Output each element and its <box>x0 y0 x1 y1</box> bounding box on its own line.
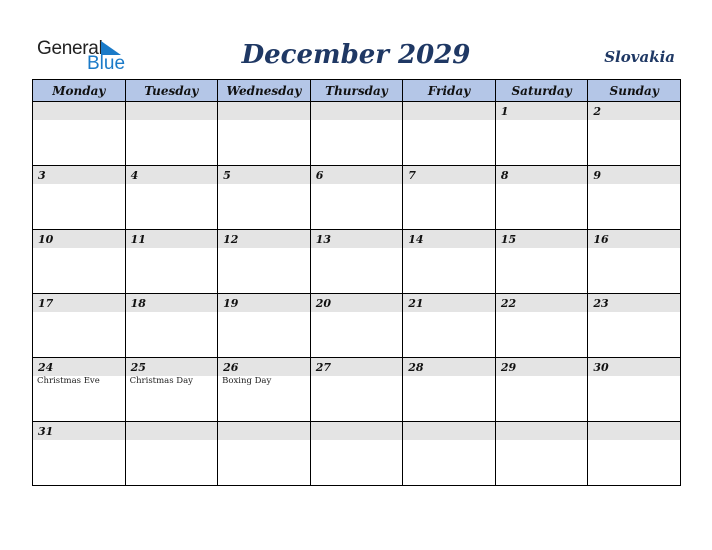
day-number: 26 <box>218 358 310 376</box>
day-cell[interactable] <box>218 166 311 230</box>
day-number: 29 <box>496 358 588 376</box>
week-row <box>33 166 681 230</box>
day-number: 10 <box>33 230 125 248</box>
day-cell[interactable] <box>125 166 218 230</box>
day-number <box>33 102 125 120</box>
weekday-header-row <box>33 80 681 102</box>
calendar-title: December 2029 <box>241 40 471 70</box>
day-cell[interactable] <box>125 102 218 166</box>
logo-text-blue: Blue <box>87 53 126 74</box>
day-number: 13 <box>311 230 403 248</box>
day-number: 8 <box>496 166 588 184</box>
day-cell[interactable] <box>495 422 588 486</box>
day-number: 23 <box>588 294 680 312</box>
day-number: 27 <box>311 358 403 376</box>
day-number <box>403 422 495 440</box>
day-number: 21 <box>403 294 495 312</box>
day-number: 31 <box>33 422 125 440</box>
day-cell[interactable] <box>403 294 496 358</box>
day-number: 4 <box>126 166 218 184</box>
week-row <box>33 102 681 166</box>
day-cell[interactable] <box>218 102 311 166</box>
week-row <box>33 294 681 358</box>
weekday-thursday: Thursday <box>310 80 403 102</box>
day-number: 19 <box>218 294 310 312</box>
day-cell[interactable] <box>125 358 218 422</box>
holiday-label: Christmas Eve <box>37 376 100 386</box>
day-number <box>126 102 218 120</box>
day-number: 9 <box>588 166 680 184</box>
day-cell[interactable] <box>495 358 588 422</box>
day-cell[interactable] <box>588 422 681 486</box>
day-number: 16 <box>588 230 680 248</box>
day-cell[interactable] <box>588 166 681 230</box>
day-cell[interactable] <box>495 166 588 230</box>
week-row <box>33 422 681 486</box>
day-cell[interactable] <box>403 358 496 422</box>
holiday-label: Boxing Day <box>222 376 272 386</box>
weekday-friday: Friday <box>403 80 496 102</box>
day-cell[interactable] <box>403 422 496 486</box>
day-cell[interactable] <box>310 230 403 294</box>
day-number: 11 <box>126 230 218 248</box>
day-cell[interactable] <box>33 102 126 166</box>
day-cell[interactable] <box>310 166 403 230</box>
country-label: Slovakia <box>604 48 675 66</box>
day-number <box>588 422 680 440</box>
day-cell[interactable] <box>125 294 218 358</box>
day-cell[interactable] <box>33 230 126 294</box>
day-cell[interactable] <box>310 294 403 358</box>
day-cell[interactable] <box>310 358 403 422</box>
weekday-sunday: Sunday <box>588 80 681 102</box>
day-cell[interactable] <box>33 422 126 486</box>
day-cell[interactable] <box>125 422 218 486</box>
day-number: 24 <box>33 358 125 376</box>
day-cell[interactable] <box>310 422 403 486</box>
day-number: 12 <box>218 230 310 248</box>
day-number: 22 <box>496 294 588 312</box>
day-cell[interactable] <box>33 166 126 230</box>
day-cell[interactable] <box>218 230 311 294</box>
weekday-monday: Monday <box>33 80 126 102</box>
day-number: 15 <box>496 230 588 248</box>
day-number: 7 <box>403 166 495 184</box>
day-number: 25 <box>126 358 218 376</box>
day-cell[interactable] <box>588 230 681 294</box>
day-number: 30 <box>588 358 680 376</box>
day-number <box>496 422 588 440</box>
day-number: 2 <box>588 102 680 120</box>
calendar-grid <box>32 79 681 486</box>
day-number: 3 <box>33 166 125 184</box>
day-cell[interactable] <box>588 294 681 358</box>
day-cell[interactable] <box>310 102 403 166</box>
day-cell[interactable] <box>495 230 588 294</box>
day-cell[interactable] <box>33 358 126 422</box>
weekday-tuesday: Tuesday <box>125 80 218 102</box>
week-row <box>33 358 681 422</box>
day-number: 20 <box>311 294 403 312</box>
logo-text-general: General <box>37 38 103 59</box>
day-cell[interactable] <box>495 294 588 358</box>
day-number: 1 <box>496 102 588 120</box>
day-cell[interactable] <box>588 358 681 422</box>
day-number <box>218 102 310 120</box>
day-cell[interactable] <box>588 102 681 166</box>
day-number <box>126 422 218 440</box>
day-number: 6 <box>311 166 403 184</box>
day-number <box>403 102 495 120</box>
week-row <box>33 230 681 294</box>
weekday-saturday: Saturday <box>495 80 588 102</box>
day-number: 5 <box>218 166 310 184</box>
day-cell[interactable] <box>218 422 311 486</box>
day-cell[interactable] <box>218 294 311 358</box>
day-cell[interactable] <box>495 102 588 166</box>
day-number: 18 <box>126 294 218 312</box>
day-cell[interactable] <box>403 230 496 294</box>
day-number: 28 <box>403 358 495 376</box>
day-cell[interactable] <box>125 230 218 294</box>
day-cell[interactable] <box>403 102 496 166</box>
day-number <box>218 422 310 440</box>
day-number <box>311 102 403 120</box>
day-number <box>311 422 403 440</box>
day-number: 14 <box>403 230 495 248</box>
day-cell[interactable] <box>218 358 311 422</box>
day-cell[interactable] <box>33 294 126 358</box>
day-number: 17 <box>33 294 125 312</box>
day-cell[interactable] <box>403 166 496 230</box>
weekday-wednesday: Wednesday <box>218 80 311 102</box>
holiday-label: Christmas Day <box>129 376 193 386</box>
